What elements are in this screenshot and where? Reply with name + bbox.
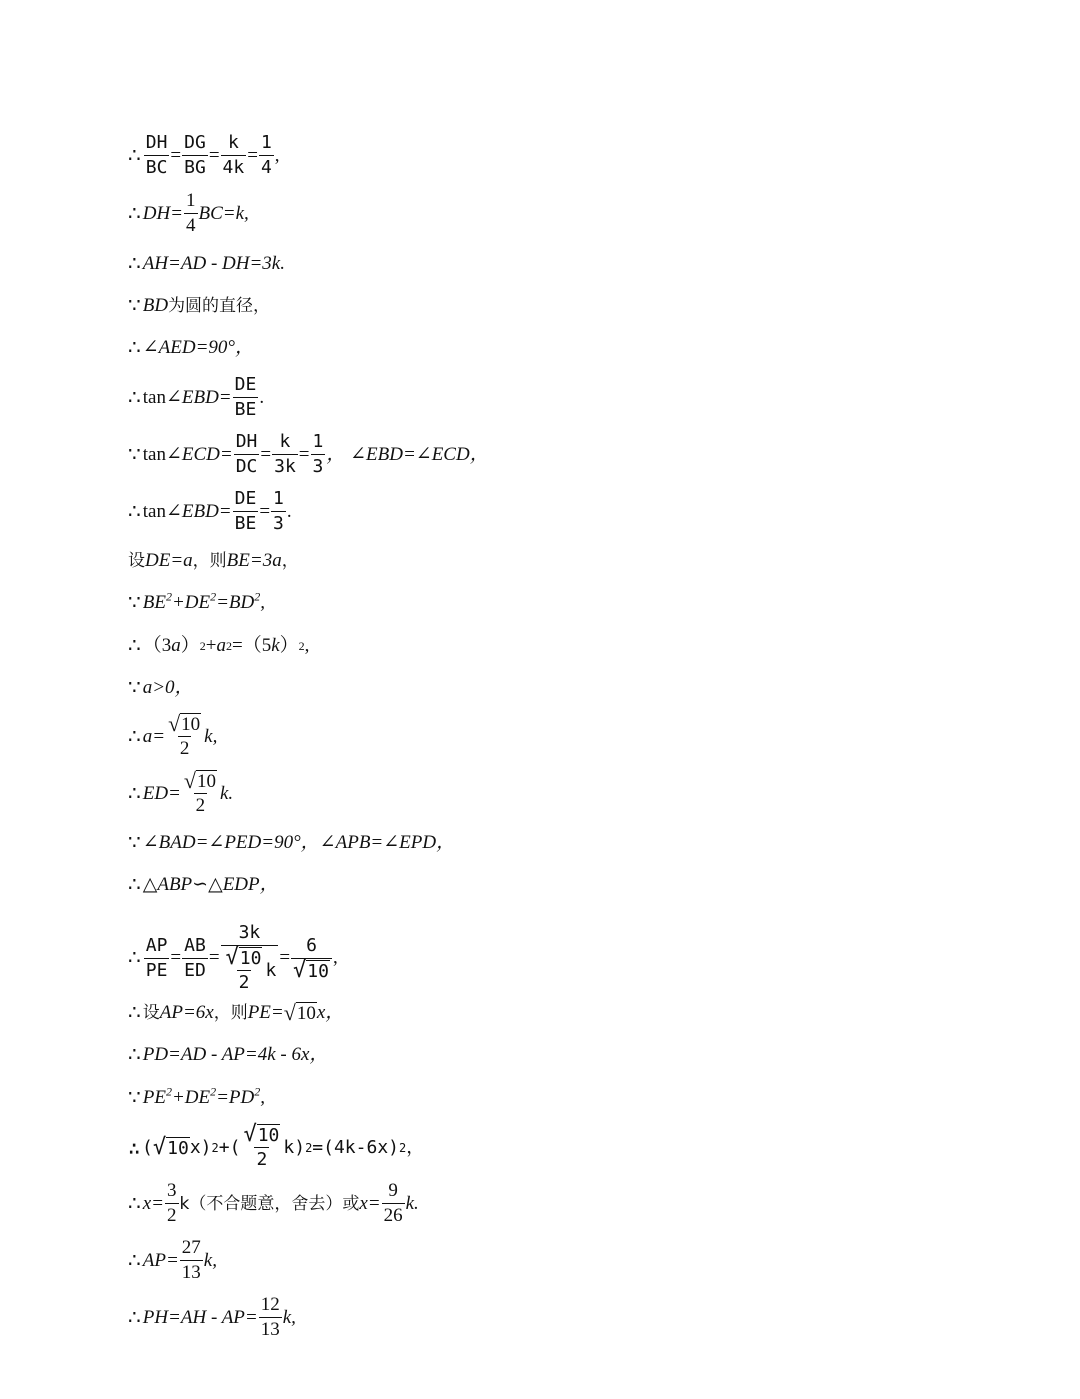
fraction-12-13: $\frac{12}{13}$ (260, 1294, 280, 1340)
fraction-6-sqrt10: 6 √ 10 (291, 935, 332, 982)
solution-line-8: ∴ tan ∠EBD= $\frac{DE}{BE}$ = $\frac{1}{3}$ . (128, 488, 292, 534)
solution-line-15: ∵ ∠BAD=∠PED=90°，∠APB=∠EPD， (128, 832, 456, 854)
fraction-sqrt10-2: √ 10 2 (243, 1122, 280, 1170)
solution-line-14: ∴ ED= √ 10 2 k. (128, 768, 234, 816)
solution-line-17: ∴ $\frac{AP}{PE}$ = $\frac{AB}{ED}$ = 3k √ 10 2 k = 6 √ 10 , (128, 922, 338, 993)
solution-line-21: ∴ ( √ 10 x) 2 +( √ 10 2 k) 2 =(4k-6x) 2 ， (128, 1122, 425, 1170)
solution-line-23: ∴ AP= $\frac{27}{13}$ k, (128, 1237, 217, 1283)
fraction-de-be: $\frac{DE}{BE}$ (234, 488, 257, 534)
solution-line-24: ∴ PH=AH - AP= $\frac{12}{13}$ k, (128, 1294, 296, 1340)
solution-line-2: ∴ DH= $\frac{1}{4}$ BC=k, (128, 190, 249, 236)
fraction-dh-dc: $\frac{DH}{DC}$ (235, 431, 258, 477)
sqrt-10: √ 10 (283, 1000, 316, 1025)
solution-line-10: ∵ $BE^2+DE^2=BD^2$, (128, 589, 266, 614)
solution-line-20: ∵ $PE^2+DE^2=PD^2$, (128, 1084, 266, 1109)
solution-line-11: ∴ （3 a ） 2 + a 2 =（5 k ） 2 , (128, 635, 310, 657)
fraction-k-3k: $\frac{k}{3k}$ (274, 431, 296, 477)
solution-line-16: ∴ △ABP∽△EDP， (128, 874, 279, 896)
fraction-27-13: $\frac{27}{13}$ (181, 1237, 201, 1283)
fraction-1-3: $\frac{1}{3}$ (273, 488, 284, 534)
solution-line-19: ∴ PD=AD - AP=4k - 6x， (128, 1044, 329, 1066)
solution-line-5: ∴ ∠AED=90°， (128, 337, 255, 359)
fraction-k-4k: $\frac{k}{4k}$ (222, 132, 245, 178)
solution-line-1: ∴ $\frac{DH}{BC}$ = $\frac{DG}{BG}$ = $\frac{k}{4k}$ = $\frac{1}{4}$ , (128, 132, 280, 178)
fraction-3k-over-sqrt10-2-k: 3k √ 10 2 k (221, 922, 279, 994)
fraction-sqrt10-2: √ 10 2 (168, 711, 201, 759)
fraction-de-be: $\frac{DE}{BE}$ (234, 374, 257, 420)
solution-line-4: ∵ BD 为圆的直径， (128, 295, 271, 317)
fraction-ap-pe: $\frac{AP}{PE}$ (145, 934, 168, 981)
fraction-9-26: $\frac{9}{26}$ (383, 1180, 403, 1226)
fraction-1-4: $\frac{1}{4}$ (186, 190, 196, 236)
fraction-dh-bc: $\frac{DH}{BC}$ (145, 132, 168, 178)
therefore-symbol: ∴ (128, 144, 141, 167)
fraction-3-2: $\frac{3}{2}$ (167, 1180, 177, 1226)
solution-line-9: 设 DE=a ，则 BE=3a ， (128, 550, 299, 571)
solution-line-7: ∵ tan ∠ECD= $\frac{DH}{DC}$ = $\frac{k}{3k}$ = $\frac{1}{3}$ ， ∠EBD=∠ECD， (128, 431, 489, 477)
solution-line-6: ∴ tan ∠EBD= $\frac{DE}{BE}$ . (128, 374, 265, 420)
solution-line-22: ∴ x= $\frac{3}{2}$ k（不合题意，舍去）或 x= $\frac{9}{26}$ k. (128, 1180, 419, 1226)
fraction-1-3: $\frac{1}{3}$ (312, 431, 324, 477)
be-text: $BE^2+DE^2=BD^2$, (142, 589, 266, 613)
fraction-ab-ed: $\frac{AB}{ED}$ (184, 934, 206, 981)
fraction-sqrt10-2: √ 10 2 (183, 768, 216, 816)
fraction-dg-bg: $\frac{DG}{BG}$ (184, 132, 206, 178)
solution-line-3: ∴ AH=AD - DH=3k. (128, 253, 285, 275)
solution-line-18: ∴ 设 AP=6x ，则 PE= √ 10 x， (128, 1000, 345, 1025)
solution-line-13: ∴ a= √ 10 2 k, (128, 711, 218, 759)
solution-line-12: ∵ a>0， (128, 677, 194, 699)
fraction-1-4: $\frac{1}{4}$ (260, 132, 272, 178)
